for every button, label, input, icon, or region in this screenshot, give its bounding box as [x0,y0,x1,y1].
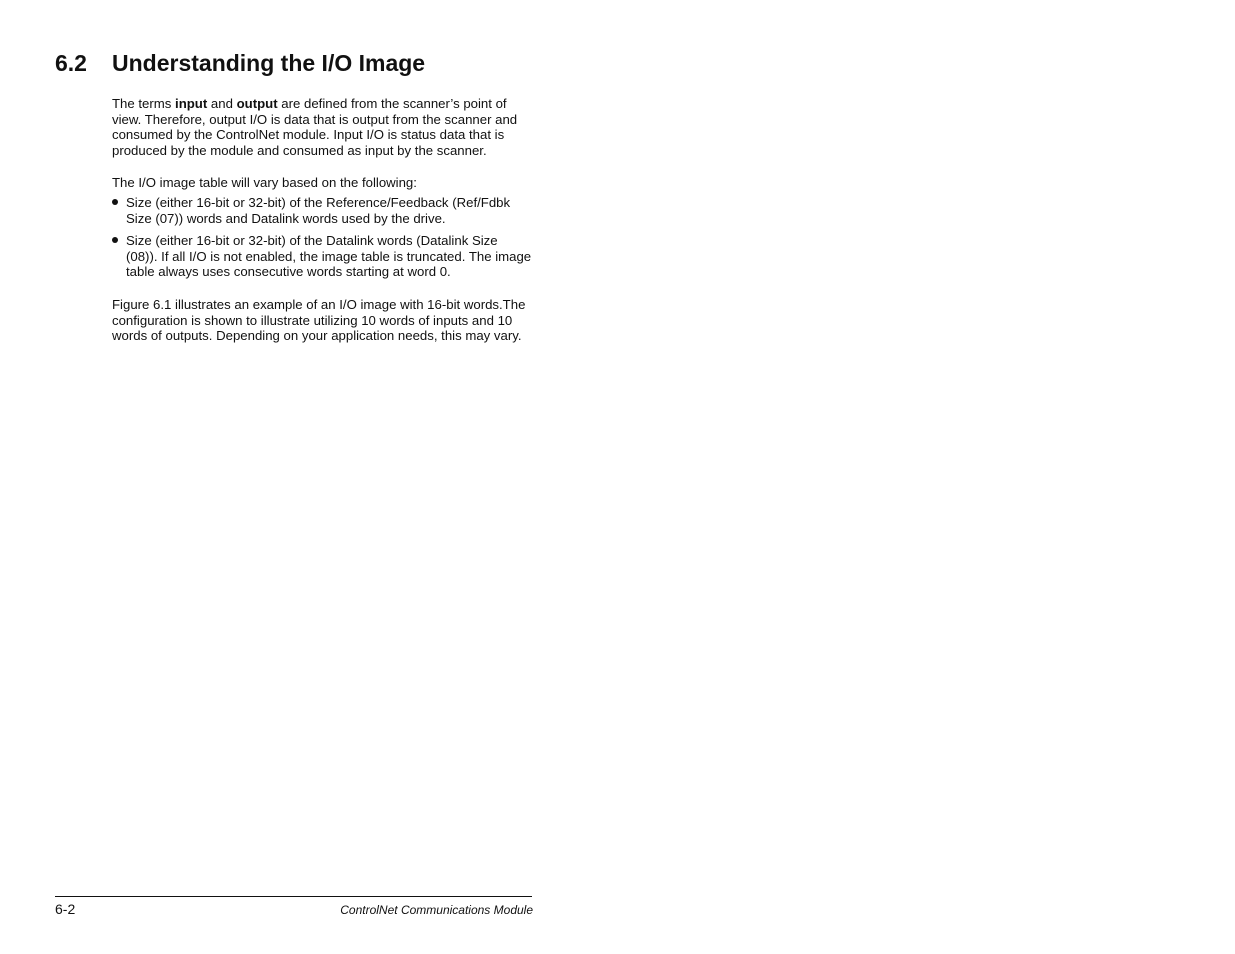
footer-divider [55,896,532,897]
section-body [112,96,532,344]
section-heading [55,48,425,78]
paragraph-figure: Figure 6.1 illustrates an example of an I/O image with 16-bit words.The configuration is shown to illustrate utilizing 10 words of inputs and 10 words of outputs. Depending on your application needs, this may vary. [112,296,526,344]
bullet-list [112,195,532,280]
list-item [112,233,532,280]
paragraph-terms-suffix: are defined from the scanner’s point of view. Therefore, output I/O is data that is output from the scanner and consumed by the ControlNet module. Input I/O is status data that is produced by the module and consumed as input by the scanner. [112,96,518,158]
bullet-icon [112,199,118,205]
paragraph-terms-middle: and [207,96,237,111]
paragraph-terms [112,96,532,158]
list-item [112,195,532,226]
section-title: Understanding the I/O Image [112,50,426,76]
section-number: 6.2 [55,50,87,76]
list-item-text: Size (either 16-bit or 32-bit) of the Datalink words (Datalink Size (08)). If all I/O is not enabled, the image table is truncated. The image table always uses consecutive words starting at word 0. [126,233,532,280]
list-item-text: Size (either 16-bit or 32-bit) of the Reference/Feedback (Ref/Fdbk Size (07)) words and Datalink words used by the drive. [126,194,511,226]
running-title: ControlNet Communications Module [340,903,533,917]
term-input: input [175,96,208,111]
page-number: 6-2 [55,901,76,917]
paragraph-table-vary: The I/O image table will vary based on the following: [112,175,417,191]
paragraph-terms-prefix: The terms [112,96,176,111]
bullet-icon [112,237,118,243]
term-output: output [236,96,278,111]
